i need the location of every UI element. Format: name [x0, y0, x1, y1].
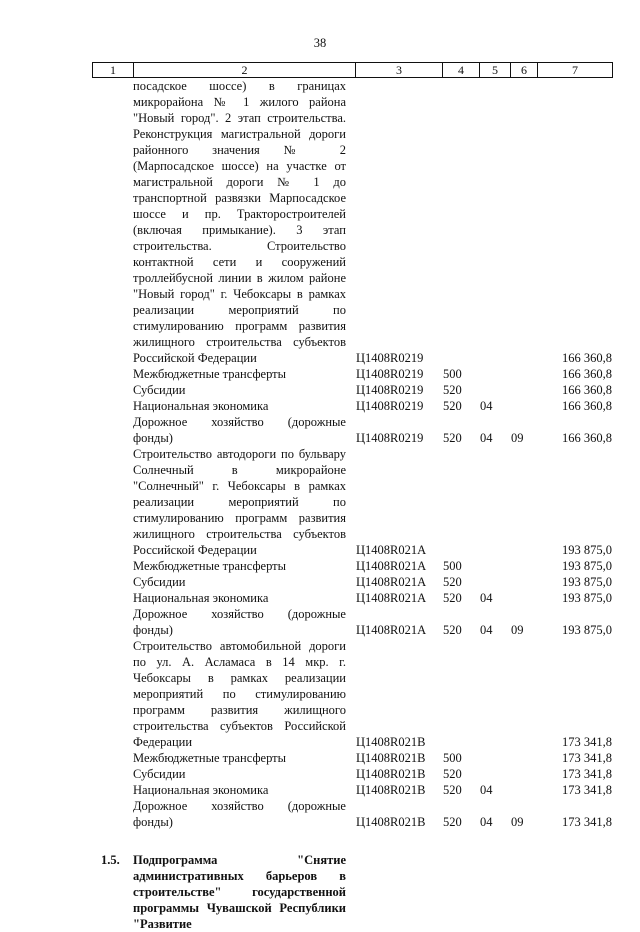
target-article-code: Ц1408R0219: [356, 431, 424, 445]
target-article-code: Ц1408R0219: [356, 383, 424, 397]
amount: 193 875,0: [562, 623, 612, 637]
row-name: посадское шоссе) в границах микрорайона № 1 жилого района "Новый город". 2 этап строительства. Реконструкция магистральной дороги районного значения № 2 (Марпосадское шоссе) на участке от магистральной дороги № 1 до транспортной развязки Марпосадское шоссе и пр. Тракторостроителей (включая примыкание). 3 этап строительства. Строительство контактной сети и сооружений троллейбусной линии в жилом районе "Новый город" г. Чебоксары в рамках реализации мероприятий по стимулированию программ развития жилищного строительства субъектов Российской Федерации: [133, 79, 346, 365]
target-article-code: Ц1408R021А: [356, 591, 427, 605]
target-article-code: Ц1408R021А: [356, 543, 427, 557]
budget-table-body: [0, 78, 640, 932]
row-name: Межбюджетные трансферты: [133, 367, 287, 381]
column-header-7: 7: [538, 63, 613, 78]
target-article-code: Ц1408R0219: [356, 351, 424, 365]
expense-type-code: 520: [443, 815, 462, 829]
table-row: [0, 766, 640, 782]
row-name: Строительство автомобильной дороги по ул. А. Асламаса в 14 мкр. г. Чебоксары в рамках реализации мероприятий по стимулированию программ развития жилищного строительства субъектов Российской Федерации: [133, 639, 346, 749]
table-row: [0, 414, 640, 446]
expense-type-code: 520: [443, 431, 462, 445]
row-name: Национальная экономика: [133, 591, 269, 605]
target-article-code: Ц1408R021В: [356, 815, 426, 829]
expense-type-code: 500: [443, 751, 462, 765]
column-header-2: 2: [134, 63, 356, 78]
section-code: 04: [480, 431, 493, 445]
table-row: [0, 590, 640, 606]
target-article-code: Ц1408R021В: [356, 783, 426, 797]
amount: 173 341,8: [562, 815, 612, 829]
expense-type-code: 520: [443, 399, 462, 413]
column-header-row: [92, 62, 613, 78]
expense-type-code: 520: [443, 783, 462, 797]
table-row: [0, 78, 640, 366]
subprogram-number: 1.5.: [101, 853, 120, 867]
expense-type-code: 500: [443, 367, 462, 381]
column-header-5: 5: [480, 63, 511, 78]
section-code: 04: [480, 623, 493, 637]
target-article-code: Ц1408R021А: [356, 559, 427, 573]
expense-type-code: 500: [443, 559, 462, 573]
page-number: 38: [313, 36, 327, 50]
table-row: [0, 574, 640, 590]
column-header-3: 3: [356, 63, 443, 78]
expense-type-code: 520: [443, 623, 462, 637]
amount: 173 341,8: [562, 767, 612, 781]
amount: 173 341,8: [562, 735, 612, 749]
row-name: Субсидии: [133, 383, 186, 397]
table-row: [0, 398, 640, 414]
section-code: 04: [480, 783, 493, 797]
amount: 193 875,0: [562, 575, 612, 589]
column-header-1: 1: [93, 63, 134, 78]
target-article-code: Ц1408R021А: [356, 623, 427, 637]
amount: 166 360,8: [562, 383, 612, 397]
subsection-code: 09: [511, 431, 524, 445]
target-article-code: Ц1408R0219: [356, 399, 424, 413]
table-row: [0, 750, 640, 766]
expense-type-code: 520: [443, 575, 462, 589]
column-header-4: 4: [443, 63, 480, 78]
amount: 173 341,8: [562, 751, 612, 765]
target-article-code: Ц1408R0219: [356, 367, 424, 381]
expense-type-code: 520: [443, 383, 462, 397]
target-article-code: Ц1408R021В: [356, 767, 426, 781]
table-row: [0, 558, 640, 574]
row-name: Дорожное хозяйство (дорожные фонды): [133, 607, 346, 637]
row-name: Межбюджетные трансферты: [133, 559, 287, 573]
column-header-6: 6: [511, 63, 538, 78]
row-name: Дорожное хозяйство (дорожные фонды): [133, 415, 346, 445]
expense-type-code: 520: [443, 767, 462, 781]
amount: 193 875,0: [562, 591, 612, 605]
amount: 193 875,0: [562, 559, 612, 573]
table-row: [0, 638, 640, 750]
row-name: Дорожное хозяйство (дорожные фонды): [133, 799, 346, 829]
table-row: [0, 382, 640, 398]
row-name: Национальная экономика: [133, 783, 269, 797]
target-article-code: Ц1408R021В: [356, 735, 426, 749]
subprogram-row: [0, 852, 640, 932]
expense-type-code: 520: [443, 591, 462, 605]
section-code: 04: [480, 399, 493, 413]
target-article-code: Ц1408R021А: [356, 575, 427, 589]
row-name: Строительство автодороги по бульвару Солнечный в микрорайоне "Солнечный" г. Чебоксары в рамках реализации мероприятий по стимулированию программ развития жилищного строительства субъектов Российской Федерации: [133, 447, 346, 557]
amount: 173 341,8: [562, 783, 612, 797]
row-name: Субсидии: [133, 767, 186, 781]
table-row: [0, 366, 640, 382]
table-row: [0, 606, 640, 638]
table-row: [0, 798, 640, 830]
subsection-code: 09: [511, 815, 524, 829]
row-name: Субсидии: [133, 575, 186, 589]
subprogram-title: Подпрограмма "Снятие административных барьеров в строительстве" государственной программы Чувашской Республики "Развитие: [133, 853, 346, 931]
section-code: 04: [480, 591, 493, 605]
amount: 166 360,8: [562, 367, 612, 381]
table-row: [0, 446, 640, 558]
amount: 166 360,8: [562, 399, 612, 413]
row-name: Национальная экономика: [133, 399, 269, 413]
row-name: Межбюджетные трансферты: [133, 751, 287, 765]
table-row: [0, 782, 640, 798]
subsection-code: 09: [511, 623, 524, 637]
amount: 166 360,8: [562, 431, 612, 445]
amount: 193 875,0: [562, 543, 612, 557]
amount: 166 360,8: [562, 351, 612, 365]
section-code: 04: [480, 815, 493, 829]
target-article-code: Ц1408R021В: [356, 751, 426, 765]
